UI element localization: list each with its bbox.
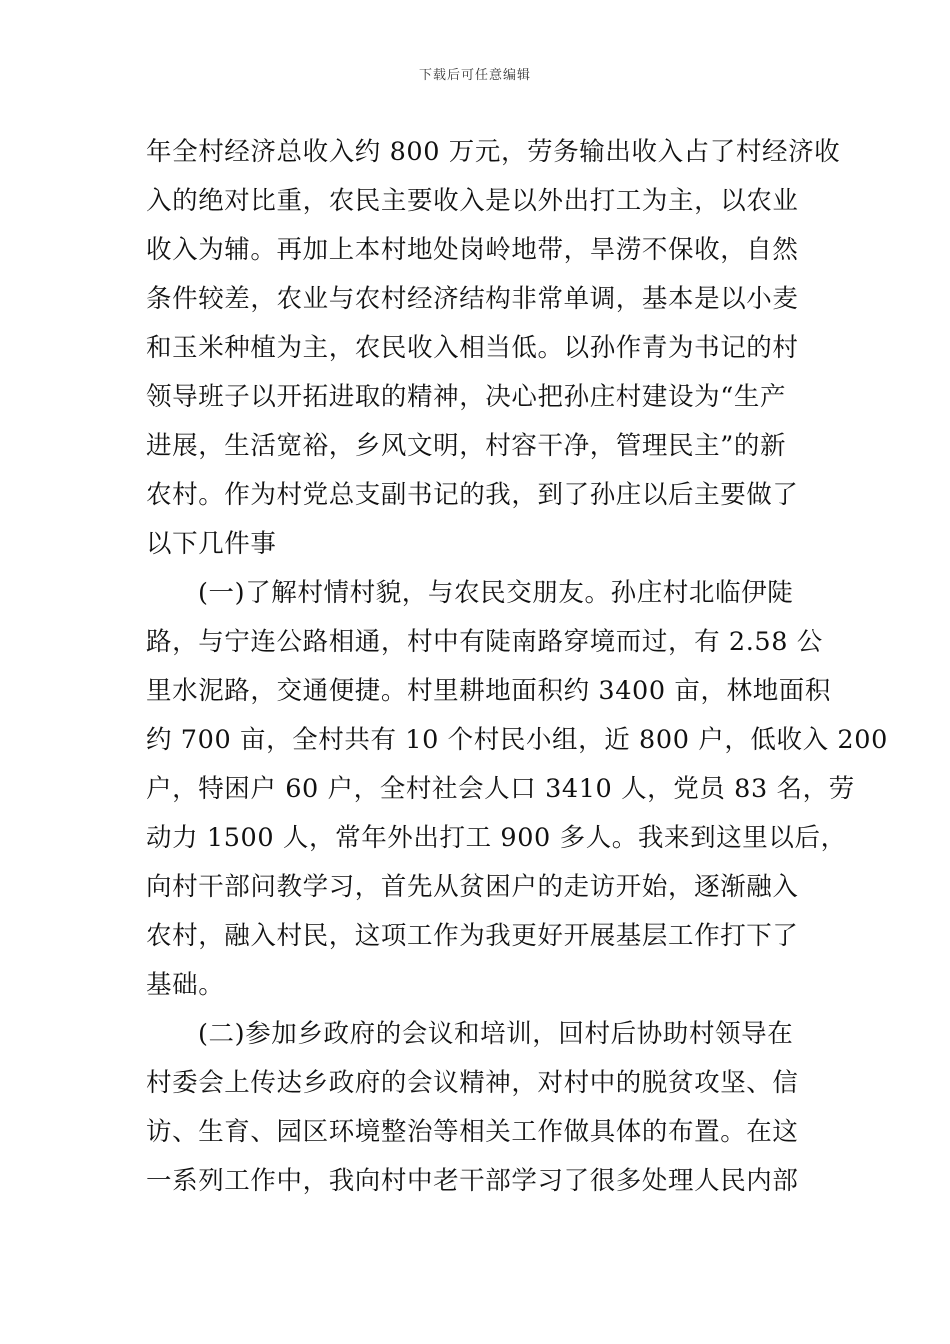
document-body (146, 128, 888, 1206)
text-line: 年全村经济总收入约 800 万元，劳务输出收入占了村经济收 (146, 137, 841, 167)
text-line: 农村，融入村民，这项工作为我更好开展基层工作打下了 (146, 921, 799, 951)
text-line: 一系列工作中，我向村中老干部学习了很多处理人民内部 (146, 1166, 799, 1196)
text-line: 向村干部问教学习，首先从贫困户的走访开始，逐渐融入 (146, 872, 799, 902)
text-line: 路，与宁连公路相通，村中有陡南路穿境而过，有 2.58 公 (146, 627, 823, 657)
paragraph-3 (146, 1010, 810, 1206)
page-header: 下载后可任意编辑 (418, 68, 531, 83)
text-line: 和玉米种植为主，农民收入相当低。以孙作青为书记的村 (146, 333, 799, 363)
text-line-indented: (二)参加乡政府的会议和培训，回村后协助村领导在 (198, 1019, 794, 1049)
text-line: 动力 1500 人，常年外出打工 900 多人。我来到这里以后， (146, 823, 847, 853)
text-line: 收入为辅。再加上本村地处岗岭地带，旱涝不保收，自然 (146, 235, 799, 265)
text-line: 进展，生活宽裕，乡风文明，村容干净，管理民主”的新 (146, 431, 787, 461)
text-line: 入的绝对比重，农民主要收入是以外出打工为主，以农业 (146, 186, 799, 216)
text-line: 里水泥路，交通便捷。村里耕地面积约 3400 亩，林地面积 (146, 676, 832, 706)
text-line: 领导班子以开拓进取的精神，决心把孙庄村建设为“生产 (146, 382, 787, 412)
text-line: 基础。 (146, 970, 225, 1000)
text-line: 以下几件事 (146, 529, 277, 559)
text-line: 访、生育、园区环境整治等相关工作做具体的布置。在这 (146, 1117, 799, 1147)
text-line: 农村。作为村党总支副书记的我，到了孙庄以后主要做了 (146, 480, 799, 510)
text-line: 约 700 亩，全村共有 10 个村民小组，近 800 户，低收入 200 (146, 725, 888, 755)
text-line: 村委会上传达乡政府的会议精神，对村中的脱贫攻坚、信 (146, 1068, 799, 1098)
text-line: 条件较差，农业与农村经济结构非常单调，基本是以小麦 (146, 284, 799, 314)
paragraph-1 (146, 128, 841, 569)
paragraph-2 (146, 569, 888, 1010)
text-line-indented: (一)了解村情村貌，与农民交朋友。孙庄村北临伊陡 (198, 578, 794, 608)
text-line: 户，特困户 60 户，全村社会人口 3410 人，党员 83 名，劳 (146, 774, 855, 804)
